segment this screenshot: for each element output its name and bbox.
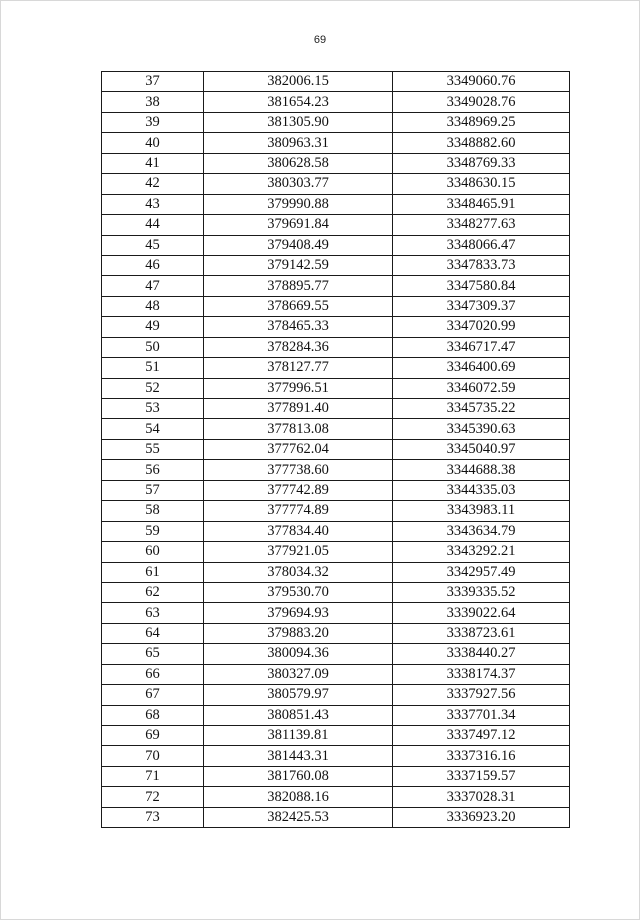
point-number-cell: 62 [102, 582, 204, 602]
point-number-cell: 68 [102, 705, 204, 725]
point-number-cell: 45 [102, 235, 204, 255]
table-row [102, 582, 570, 602]
point-number-cell: 57 [102, 480, 204, 500]
x-coordinate-cell: 380579.97 [204, 685, 393, 705]
point-number-cell: 66 [102, 664, 204, 684]
x-coordinate-cell: 380851.43 [204, 705, 393, 725]
y-coordinate-cell: 3348277.63 [393, 215, 570, 235]
y-coordinate-cell: 3347580.84 [393, 276, 570, 296]
y-coordinate-cell: 3346072.59 [393, 378, 570, 398]
y-coordinate-cell: 3342957.49 [393, 562, 570, 582]
table-row [102, 215, 570, 235]
x-coordinate-cell: 380094.36 [204, 644, 393, 664]
table-row [102, 685, 570, 705]
x-coordinate-cell: 380963.31 [204, 133, 393, 153]
point-number-cell: 51 [102, 358, 204, 378]
x-coordinate-cell: 379142.59 [204, 255, 393, 275]
point-number-cell: 50 [102, 337, 204, 357]
table-row [102, 726, 570, 746]
coordinate-table-body [102, 72, 570, 828]
x-coordinate-cell: 381443.31 [204, 746, 393, 766]
point-number-cell: 49 [102, 317, 204, 337]
table-row [102, 521, 570, 541]
y-coordinate-cell: 3348769.33 [393, 153, 570, 173]
table-row [102, 194, 570, 214]
y-coordinate-cell: 3338723.61 [393, 623, 570, 643]
x-coordinate-cell: 377834.40 [204, 521, 393, 541]
table-row [102, 562, 570, 582]
x-coordinate-cell: 381760.08 [204, 766, 393, 786]
point-number-cell: 44 [102, 215, 204, 235]
point-number-cell: 72 [102, 787, 204, 807]
x-coordinate-cell: 378895.77 [204, 276, 393, 296]
x-coordinate-cell: 377921.05 [204, 542, 393, 562]
point-number-cell: 39 [102, 112, 204, 132]
x-coordinate-cell: 382006.15 [204, 72, 393, 92]
x-coordinate-cell: 377813.08 [204, 419, 393, 439]
x-coordinate-cell: 377996.51 [204, 378, 393, 398]
table-row [102, 92, 570, 112]
point-number-cell: 70 [102, 746, 204, 766]
point-number-cell: 55 [102, 439, 204, 459]
table-row [102, 542, 570, 562]
x-coordinate-cell: 377774.89 [204, 501, 393, 521]
table-row [102, 296, 570, 316]
x-coordinate-cell: 377738.60 [204, 460, 393, 480]
point-number-cell: 43 [102, 194, 204, 214]
point-number-cell: 71 [102, 766, 204, 786]
y-coordinate-cell: 3347020.99 [393, 317, 570, 337]
y-coordinate-cell: 3339022.64 [393, 603, 570, 623]
point-number-cell: 67 [102, 685, 204, 705]
point-number-cell: 52 [102, 378, 204, 398]
y-coordinate-cell: 3337316.16 [393, 746, 570, 766]
page-number: 69 [313, 34, 327, 46]
x-coordinate-cell: 377742.89 [204, 480, 393, 500]
table-row [102, 72, 570, 92]
point-number-cell: 73 [102, 807, 204, 827]
table-row [102, 112, 570, 132]
y-coordinate-cell: 3345735.22 [393, 399, 570, 419]
point-number-cell: 38 [102, 92, 204, 112]
x-coordinate-cell: 379883.20 [204, 623, 393, 643]
point-number-cell: 60 [102, 542, 204, 562]
y-coordinate-cell: 3349060.76 [393, 72, 570, 92]
point-number-cell: 69 [102, 726, 204, 746]
y-coordinate-cell: 3347833.73 [393, 255, 570, 275]
x-coordinate-cell: 378465.33 [204, 317, 393, 337]
table-row [102, 705, 570, 725]
x-coordinate-cell: 379691.84 [204, 215, 393, 235]
point-number-cell: 48 [102, 296, 204, 316]
table-row [102, 317, 570, 337]
y-coordinate-cell: 3337159.57 [393, 766, 570, 786]
point-number-cell: 64 [102, 623, 204, 643]
x-coordinate-cell: 381305.90 [204, 112, 393, 132]
y-coordinate-cell: 3337497.12 [393, 726, 570, 746]
point-number-cell: 58 [102, 501, 204, 521]
y-coordinate-cell: 3344335.03 [393, 480, 570, 500]
y-coordinate-cell: 3346717.47 [393, 337, 570, 357]
table-row [102, 358, 570, 378]
table-row [102, 787, 570, 807]
y-coordinate-cell: 3336923.20 [393, 807, 570, 827]
table-row [102, 276, 570, 296]
x-coordinate-cell: 380303.77 [204, 174, 393, 194]
y-coordinate-cell: 3344688.38 [393, 460, 570, 480]
x-coordinate-cell: 382425.53 [204, 807, 393, 827]
x-coordinate-cell: 377891.40 [204, 399, 393, 419]
table-row [102, 378, 570, 398]
table-row [102, 460, 570, 480]
y-coordinate-cell: 3343634.79 [393, 521, 570, 541]
y-coordinate-cell: 3347309.37 [393, 296, 570, 316]
y-coordinate-cell: 3337028.31 [393, 787, 570, 807]
y-coordinate-cell: 3348882.60 [393, 133, 570, 153]
x-coordinate-cell: 378284.36 [204, 337, 393, 357]
y-coordinate-cell: 3345390.63 [393, 419, 570, 439]
y-coordinate-cell: 3343983.11 [393, 501, 570, 521]
x-coordinate-cell: 378127.77 [204, 358, 393, 378]
table-row [102, 644, 570, 664]
table-row [102, 439, 570, 459]
point-number-cell: 65 [102, 644, 204, 664]
x-coordinate-cell: 378669.55 [204, 296, 393, 316]
table-row [102, 133, 570, 153]
table-row [102, 174, 570, 194]
point-number-cell: 41 [102, 153, 204, 173]
y-coordinate-cell: 3339335.52 [393, 582, 570, 602]
table-row [102, 235, 570, 255]
y-coordinate-cell: 3349028.76 [393, 92, 570, 112]
table-row [102, 746, 570, 766]
table-row [102, 480, 570, 500]
x-coordinate-cell: 379694.93 [204, 603, 393, 623]
point-number-cell: 61 [102, 562, 204, 582]
y-coordinate-cell: 3338174.37 [393, 664, 570, 684]
table-row [102, 337, 570, 357]
table-row [102, 807, 570, 827]
x-coordinate-cell: 379408.49 [204, 235, 393, 255]
y-coordinate-cell: 3345040.97 [393, 439, 570, 459]
point-number-cell: 53 [102, 399, 204, 419]
point-number-cell: 37 [102, 72, 204, 92]
point-number-cell: 40 [102, 133, 204, 153]
point-number-cell: 63 [102, 603, 204, 623]
point-number-cell: 56 [102, 460, 204, 480]
point-number-cell: 54 [102, 419, 204, 439]
y-coordinate-cell: 3338440.27 [393, 644, 570, 664]
table-row [102, 766, 570, 786]
x-coordinate-cell: 381654.23 [204, 92, 393, 112]
x-coordinate-cell: 379990.88 [204, 194, 393, 214]
x-coordinate-cell: 382088.16 [204, 787, 393, 807]
table-row [102, 664, 570, 684]
coordinate-table [101, 71, 570, 828]
table-row [102, 603, 570, 623]
table-row [102, 419, 570, 439]
x-coordinate-cell: 377762.04 [204, 439, 393, 459]
point-number-cell: 42 [102, 174, 204, 194]
point-number-cell: 47 [102, 276, 204, 296]
y-coordinate-cell: 3348630.15 [393, 174, 570, 194]
x-coordinate-cell: 380628.58 [204, 153, 393, 173]
y-coordinate-cell: 3343292.21 [393, 542, 570, 562]
y-coordinate-cell: 3346400.69 [393, 358, 570, 378]
x-coordinate-cell: 381139.81 [204, 726, 393, 746]
y-coordinate-cell: 3348066.47 [393, 235, 570, 255]
table-row [102, 255, 570, 275]
table-row [102, 399, 570, 419]
y-coordinate-cell: 3337701.34 [393, 705, 570, 725]
table-row [102, 153, 570, 173]
y-coordinate-cell: 3337927.56 [393, 685, 570, 705]
point-number-cell: 46 [102, 255, 204, 275]
y-coordinate-cell: 3348465.91 [393, 194, 570, 214]
x-coordinate-cell: 379530.70 [204, 582, 393, 602]
y-coordinate-cell: 3348969.25 [393, 112, 570, 132]
point-number-cell: 59 [102, 521, 204, 541]
table-row [102, 623, 570, 643]
x-coordinate-cell: 380327.09 [204, 664, 393, 684]
x-coordinate-cell: 378034.32 [204, 562, 393, 582]
table-row [102, 501, 570, 521]
